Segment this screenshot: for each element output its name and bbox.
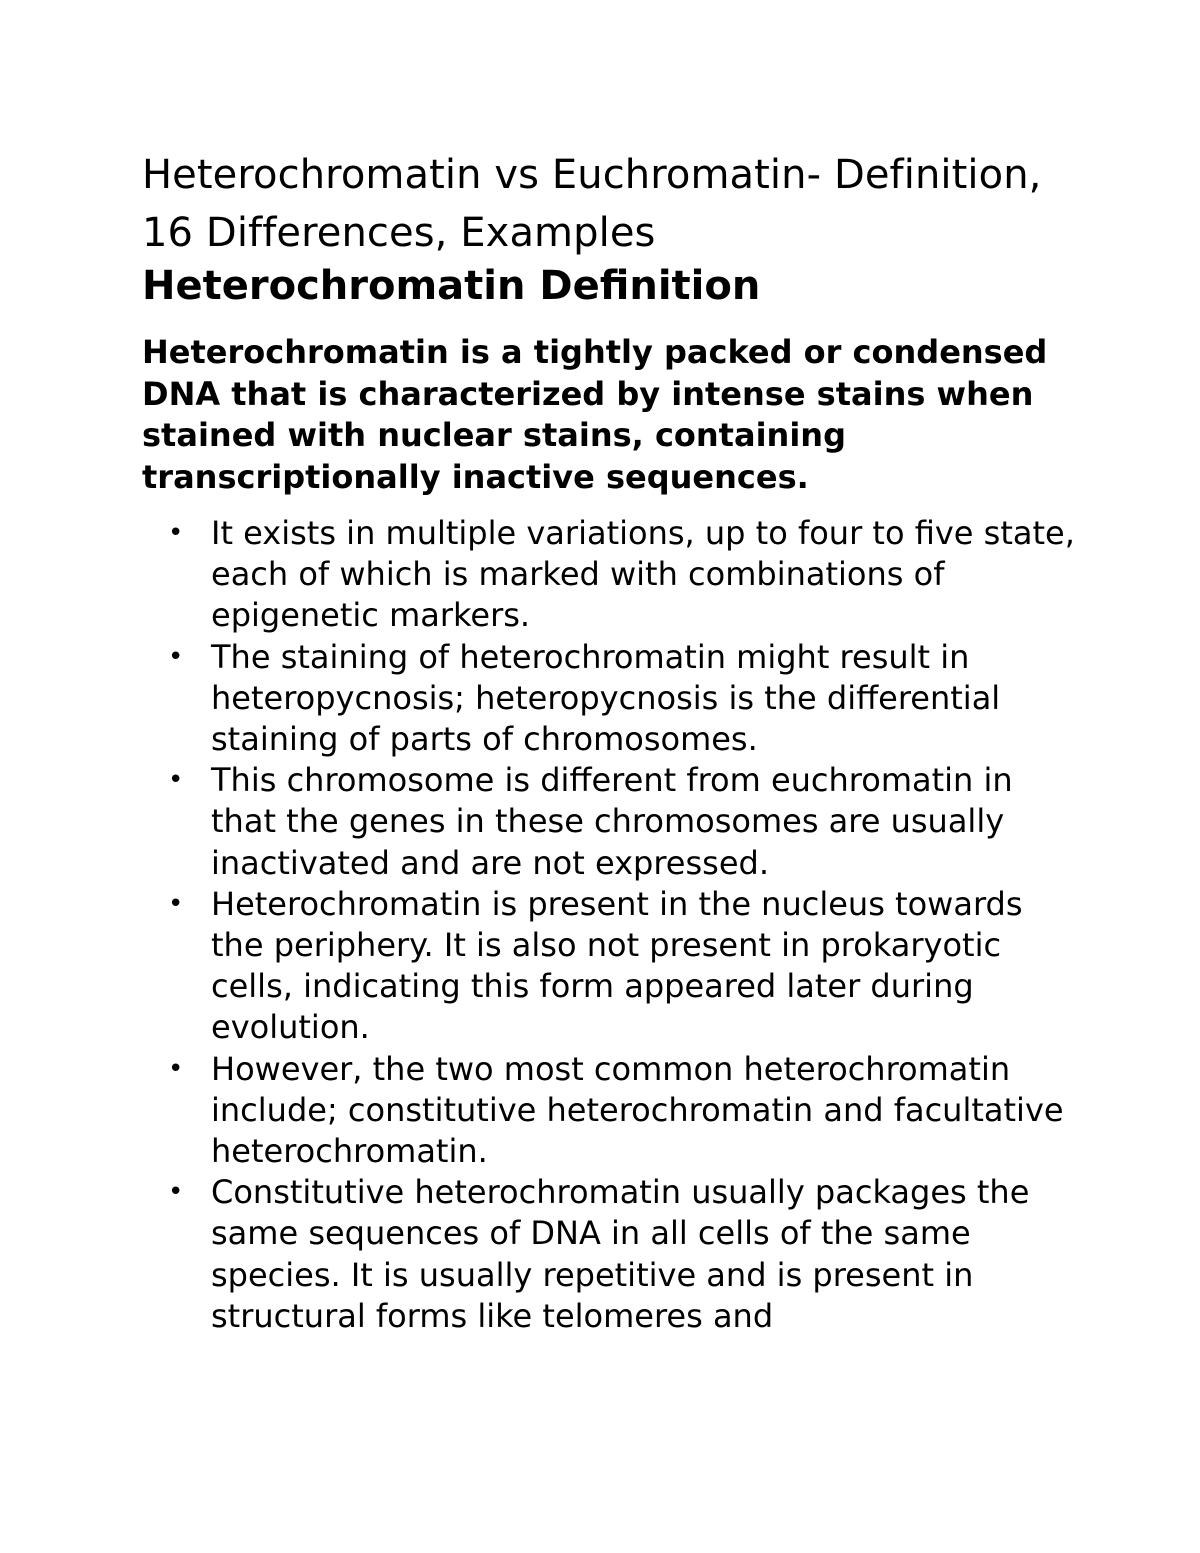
- list-item: [142, 884, 1077, 1049]
- list-item-text: It exists in multiple variations, up to four to five state, each of which is marked with combinations of epigenetic markers.: [211, 514, 1075, 635]
- bullet-icon: •: [168, 765, 184, 796]
- bullet-list: [142, 513, 1077, 1337]
- definition-paragraph: Heterochromatin is a tightly packed or condensed DNA that is characterized by intense stains when stained with nuclear stains, containing transcriptionally inactive sequences.: [142, 333, 1048, 496]
- list-item: [142, 1172, 1077, 1337]
- list-item-text: However, the two most common heterochromatin include; constitutive heterochromatin and facultative heterochromatin.: [211, 1049, 1064, 1171]
- section-heading: Heterochromatin Definition: [142, 263, 761, 309]
- list-item: [142, 513, 1077, 637]
- bullet-icon: •: [168, 1177, 184, 1208]
- document-title: Heterochromatin vs Euchromatin- Definition, 16 Differences, Examples: [142, 152, 1042, 256]
- bullet-icon: •: [168, 518, 184, 548]
- bullet-icon: •: [168, 888, 184, 919]
- list-item: [142, 760, 1077, 884]
- bullet-icon: •: [168, 641, 184, 672]
- list-item-text: This chromosome is different from euchromatin in that the genes in these chromosomes are usually inactivated and are not expressed.: [211, 761, 1013, 882]
- list-item-text: Constitutive heterochromatin usually packages the same sequences of DNA in all cells of the same species. It is usually repetitive and is present in structural forms like telomeres and: [211, 1173, 1030, 1335]
- list-item: [142, 637, 1077, 761]
- list-item-text: Heterochromatin is present in the nucleus towards the periphery. It is also not present in prokaryotic cells, indicating this form appeared later during evolution.: [211, 884, 1023, 1047]
- list-item: [142, 1049, 1077, 1173]
- document-page: [142, 146, 1077, 1337]
- bullet-icon: •: [168, 1053, 184, 1084]
- list-item-text: The staining of heterochromatin might result in heteropycnosis; heteropycnosis is the differential staining of parts of chromosomes.: [211, 637, 1001, 759]
